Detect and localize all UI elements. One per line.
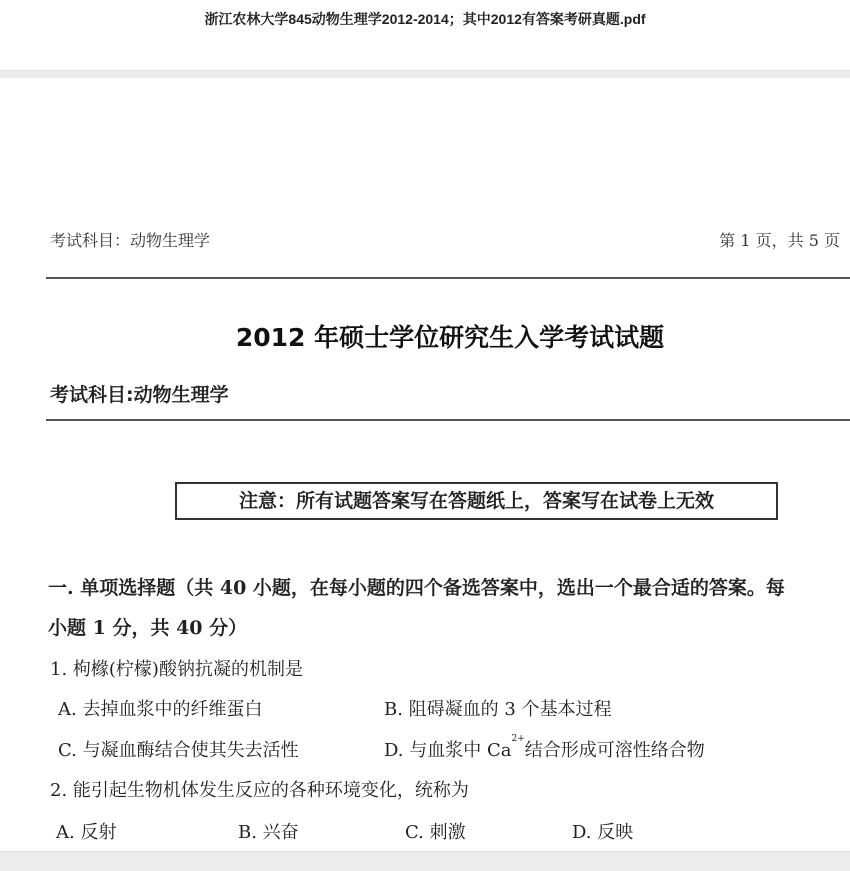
question-1-option-a: A. 去掉血浆中的纤维蛋白 [58, 699, 263, 720]
option-d-prefix: D. 与血浆中 Ca [384, 740, 512, 761]
question-2-option-a: A. 反射 [56, 822, 117, 843]
notice-box: 注意：所有试题答案写在答题纸上，答案写在试卷上无效 [175, 482, 778, 520]
question-2: 2. 能引起生物机体发生反应的各种环境变化，统称为 [50, 780, 469, 801]
exam-subject: 考试科目:动物生理学 [50, 384, 229, 406]
header-divider [46, 277, 850, 279]
page-header-pagenum: 第 1 页，共 5 页 [719, 231, 840, 250]
question-2-option-c: C. 刺激 [405, 822, 466, 843]
exam-title: 2012 年硕士学位研究生入学考试试题 [235, 323, 665, 352]
question-1: 1. 枸橼(柠檬)酸钠抗凝的机制是 [50, 659, 303, 680]
section-heading-line2: 小题 1 分，共 40 分） [48, 617, 248, 639]
question-1-option-b: B. 阻碍凝血的 3 个基本过程 [384, 699, 612, 720]
section-heading-line1: 一. 单项选择题（共 40 小题，在每小题的四个备选答案中，选出一个最合适的答案。每 [48, 577, 785, 599]
subject-divider [46, 419, 850, 421]
document-filename: 浙江农林大学845动物生理学2012-2014；其中2012有答案考研真题.pdf [204, 11, 646, 27]
page-header-subject: 考试科目：动物生理学 [50, 231, 211, 250]
pdf-page[interactable] [0, 78, 850, 851]
title-bar [0, 0, 850, 70]
viewer-gap-bottom [0, 851, 850, 871]
calcium-charge: 2+ [511, 734, 525, 744]
question-1-option-d [384, 736, 705, 762]
question-1-option-c: C. 与凝血酶结合使其失去活性 [58, 740, 299, 761]
question-2-option-d: D. 反映 [572, 822, 634, 843]
question-2-option-b: B. 兴奋 [238, 822, 299, 843]
option-d-suffix: 结合形成可溶性络合物 [524, 740, 705, 761]
